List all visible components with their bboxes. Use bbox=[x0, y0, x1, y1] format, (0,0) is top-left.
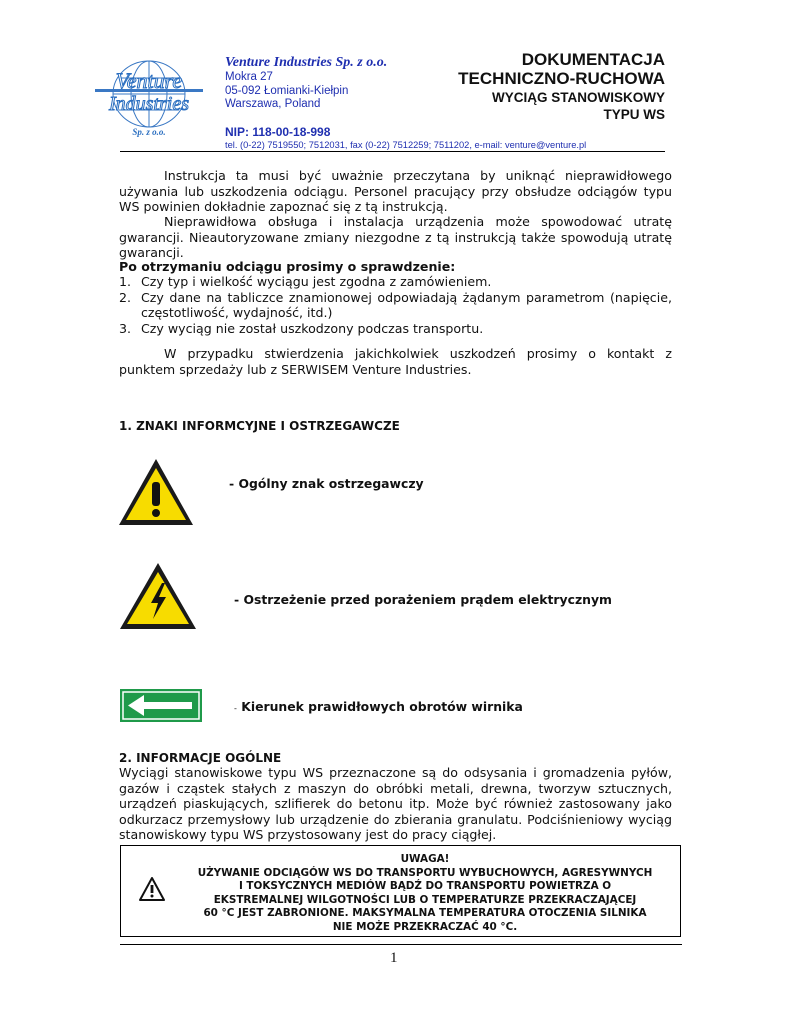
header-divider bbox=[120, 151, 665, 152]
address-postcode: 05-092 Łomianki-Kiełpin bbox=[225, 85, 349, 97]
address-street: Mokra 27 bbox=[225, 71, 273, 83]
doc-title-line2: TECHNICZNO-RUCHOWA bbox=[458, 69, 665, 88]
doc-title-line4: TYPU WS bbox=[603, 107, 665, 122]
list-item bbox=[119, 274, 672, 290]
nip-number: NIP: 118-00-18-998 bbox=[225, 125, 331, 139]
checklist bbox=[119, 274, 672, 336]
company-name: Venture Industries Sp. z o.o. bbox=[225, 55, 388, 70]
list-item bbox=[119, 290, 672, 321]
list-item-text: Czy typ i wielkość wyciągu jest zgodna z zamówieniem. bbox=[141, 274, 492, 289]
list-item-number: 3. bbox=[119, 320, 132, 336]
list-item-text: Czy wyciąg nie został uszkodzony podczas transportu. bbox=[141, 320, 484, 336]
list-item-number: 2. bbox=[119, 289, 132, 305]
sign-label-dash: - bbox=[234, 704, 237, 713]
footer-divider bbox=[120, 944, 682, 945]
warning-line-5: NIE MOŻE PRZEKRACZAĆ 40 °C. bbox=[332, 920, 518, 933]
warning-line-1: UŻYWANIE ODCIĄGÓW WS DO TRANSPORTU WYBUCHOWYCH, AGRESYWNYCH bbox=[197, 866, 653, 879]
contact-line: tel. (0-22) 7519550; 7512031, fax (0-22) 7512259; 7511202, e-mail: venture@venture.pl bbox=[225, 140, 587, 150]
company-logo bbox=[95, 58, 203, 140]
warning-text bbox=[170, 853, 680, 935]
warning-line-3: EKSTREMALNEJ WILGOTNOŚCI LUB O TEMPERATURZE PRZEKRACZAJĄCEJ bbox=[213, 893, 637, 906]
doc-title-line1: DOKUMENTACJA bbox=[521, 50, 665, 69]
sign-label-electric: - Ostrzeżenie przed porażeniem prądem elektrycznym bbox=[234, 592, 612, 607]
sign-label-general: - Ogólny znak ostrzegawczy bbox=[229, 476, 424, 491]
svg-text:Industries: Industries bbox=[109, 93, 189, 115]
electric-shock-warning-icon bbox=[118, 561, 198, 631]
intro-paragraph-2: Nieprawidłowa obsługa i instalacja urządzenia może spowodować utratę gwarancji. Nieautoryzowane zmiany niezgodne z tą instrukcją także spowodują utratę gwarancji. bbox=[119, 214, 672, 260]
doc-title-line3: WYCIĄG STANOWISKOWY bbox=[492, 90, 665, 105]
general-warning-icon bbox=[117, 457, 195, 527]
section-1-heading: 1. ZNAKI INFORMCYJNE I OSTRZEGAWCZE bbox=[119, 419, 400, 433]
page-number: 1 bbox=[390, 950, 398, 966]
warning-line-4: 60 °C JEST ZABRONIONE. MAKSYMALNA TEMPERATURA OTOCZENIA SILNIKA bbox=[203, 907, 647, 920]
warning-triangle-icon bbox=[138, 876, 166, 902]
list-item-number: 1. bbox=[119, 274, 132, 289]
list-item-text: Czy dane na tabliczce znamionowej odpowiadają żądanym parametrom (napięcie, częstotliwość, wydajność, itd.) bbox=[141, 289, 672, 320]
address-city: Warszawa, Poland bbox=[225, 98, 321, 110]
sign-label-rotation bbox=[234, 699, 523, 714]
warning-line-2: I TOKSYCZNYCH MEDIÓW BĄDŹ DO TRANSPORTU POWIETRZA O bbox=[238, 880, 612, 893]
checklist-heading: Po otrzymaniu odciągu prosimy o sprawdzenie: bbox=[119, 259, 456, 274]
svg-text:Venture: Venture bbox=[115, 68, 183, 93]
section-2-heading: 2. INFORMACJE OGÓLNE bbox=[119, 751, 282, 765]
warning-title: UWAGA! bbox=[400, 853, 450, 865]
rotation-direction-arrow-icon bbox=[120, 689, 202, 722]
intro-paragraph-1: Instrukcja ta musi być uważnie przeczytana by uniknąć nieprawidłowego używania lub uszkodzenia odciągu. Personel pracujący przy obsłudze odciągów typu WS powinien dokładnie zapoznać się z tą instrukcją. bbox=[119, 168, 672, 214]
sign-label-rotation-text: Kierunek prawidłowych obrotów wirnika bbox=[241, 699, 523, 714]
general-info-paragraph: Wyciągi stanowiskowe typu WS przeznaczone są do odsysania i gromadzenia pyłów, gazów i cząstek stałych z maszyn do obróbki metali, drewna, tworzyw sztucznych, urządzeń piaskujących, szlifierek do betonu itp. Może być również zastosowany jako odkurzacz przemysłowy lub urządzenie do zbierania granulatu. Podciśnieniowy wyciąg stanowiskowy typu WS przystosowany jest do pracy ciągłej. bbox=[119, 765, 672, 842]
damage-contact-paragraph: W przypadku stwierdzenia jakichkolwiek uszkodzeń prosimy o kontakt z punktem sprzedaży lub z SERWISEM Venture Industries. bbox=[119, 346, 672, 377]
svg-text:Sp. z o.o.: Sp. z o.o. bbox=[132, 127, 166, 137]
list-item bbox=[119, 321, 672, 337]
